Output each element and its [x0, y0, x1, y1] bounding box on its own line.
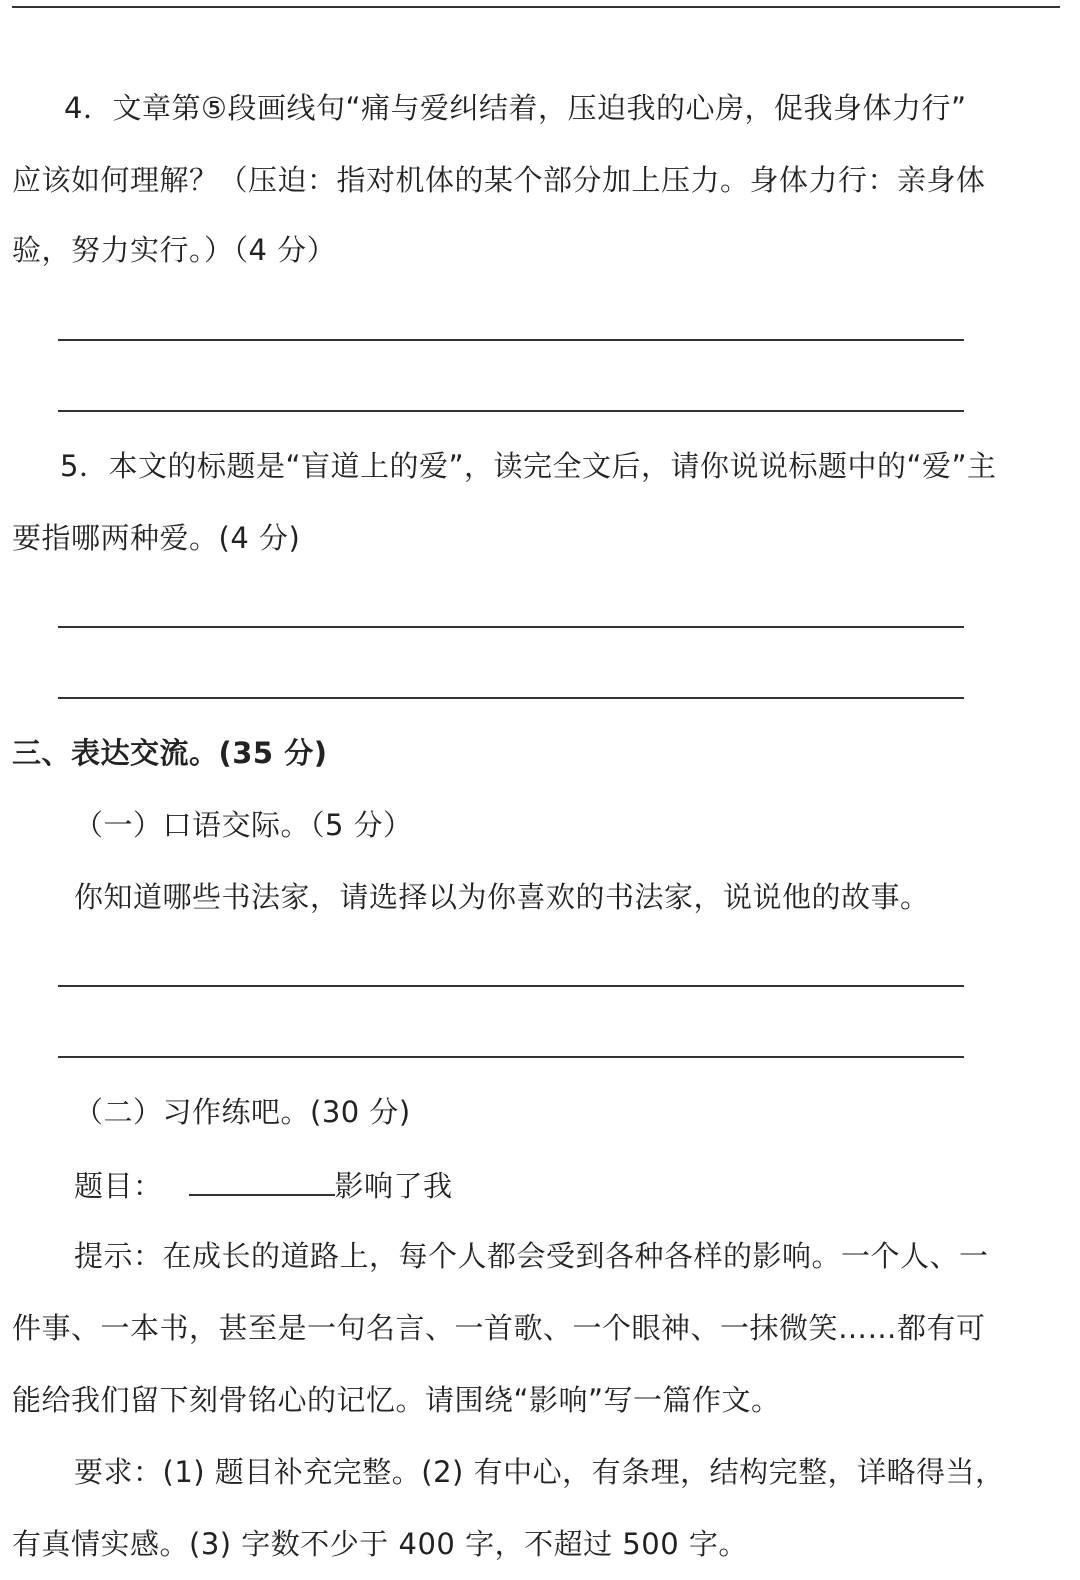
answer-line-q5-2[interactable] [58, 697, 964, 699]
question-4-line-2: 应该如何理解？（压迫：指对机体的某个部分加上压力。身体力行：亲身体 [12, 163, 986, 197]
writing-requirements-line-1: 要求：(1) 题目补充完整。(2) 有中心，有条理，结构完整，详略得当， [74, 1455, 1005, 1489]
question-4-line-1: 4．文章第⑤段画线句“痛与爱纠结着，压迫我的心房，促我身体力行” [64, 91, 967, 125]
answer-line-oral-1[interactable] [58, 985, 964, 987]
answer-line-q4-2[interactable] [58, 410, 964, 412]
writing-topic [74, 1164, 453, 1206]
writing-section-title: （二）习作练吧。(30 分) [74, 1095, 411, 1129]
writing-hint-line-3: 能给我们留下刻骨铭心的记忆。请围绕“影响”写一篇作文。 [12, 1383, 781, 1417]
writing-topic-label: 题目： [74, 1169, 163, 1203]
writing-hint-line-1: 提示：在成长的道路上，每个人都会受到各种各样的影响。一个人、一 [74, 1239, 989, 1273]
writing-hint-line-2: 件事、一本书，甚至是一句名言、一首歌、一个眼神、一抹微笑……都有可 [12, 1311, 986, 1345]
answer-line-q5-1[interactable] [58, 626, 964, 628]
section-3-heading: 三、表达交流。(35 分) [12, 736, 328, 770]
oral-prompt: 你知道哪些书法家，请选择以为你喜欢的书法家，说说他的故事。 [74, 880, 930, 914]
oral-section-title: （一）口语交际。（5 分） [74, 808, 413, 842]
question-5-line-1: 5．本文的标题是“盲道上的爱”，读完全文后，请你说说标题中的“爱”主 [60, 449, 997, 483]
question-5-line-2: 要指哪两种爱。(4 分) [12, 521, 301, 555]
writing-requirements-line-2: 有真情实感。(3) 字数不少于 400 字，不超过 500 字。 [12, 1527, 748, 1561]
top-rule [12, 6, 1060, 8]
answer-line-oral-2[interactable] [58, 1056, 964, 1058]
question-4-line-3: 验，努力实行。）（4 分） [12, 233, 337, 267]
topic-blank[interactable] [189, 1164, 335, 1196]
writing-topic-suffix: 影响了我 [334, 1169, 453, 1203]
answer-line-q4-1[interactable] [58, 339, 964, 341]
